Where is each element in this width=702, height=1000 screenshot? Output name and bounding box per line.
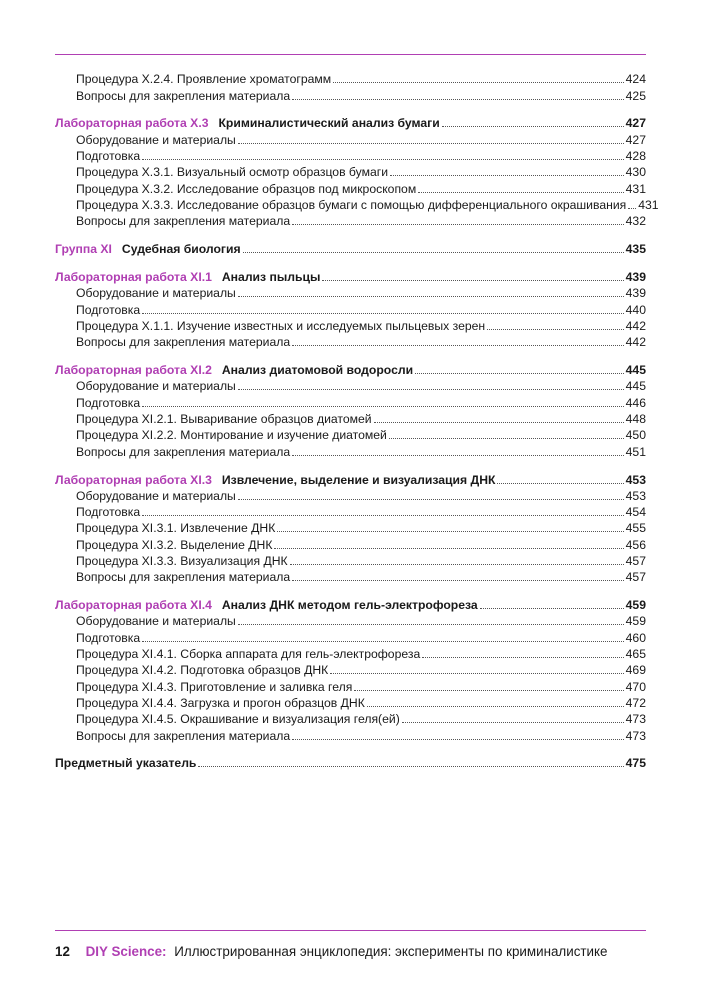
toc-entry xyxy=(55,377,646,393)
toc-entry-page: 470 xyxy=(625,679,646,694)
toc-leader-dots xyxy=(292,455,624,456)
toc-entry-title: Вопросы для закрепления материала xyxy=(76,335,291,350)
toc-heading-entry xyxy=(55,470,646,486)
toc-entry-prefix: Лабораторная работа XI.1 xyxy=(55,270,212,285)
toc-leader-dots xyxy=(274,548,623,549)
toc-entry-title: Процедура XI.3.1. Извлечение ДНК xyxy=(76,521,276,536)
toc-entry xyxy=(55,645,646,661)
toc-entry-page: 475 xyxy=(625,756,646,771)
toc-entry-title: Судебная биология xyxy=(121,242,241,257)
toc-entry-title: Процедура X.2.4. Проявление хроматограмм xyxy=(76,72,332,87)
toc-entry xyxy=(55,677,646,693)
toc-entry-page: 454 xyxy=(625,505,646,520)
toc-entry-prefix: Лабораторная работа X.3 xyxy=(55,116,209,131)
toc-leader-dots xyxy=(290,564,624,565)
toc-leader-dots xyxy=(628,208,636,209)
toc-entry-title: Предметный указатель xyxy=(55,756,197,771)
toc-entry-title: Процедура XI.3.2. Выделение ДНК xyxy=(76,537,273,552)
toc-entry-title: Процедура XI.2.2. Монтирование и изучение диатомей xyxy=(76,428,387,443)
toc-entry xyxy=(55,196,659,212)
toc-leader-dots xyxy=(333,82,624,83)
toc-entry xyxy=(55,487,646,503)
toc-entry-page: 459 xyxy=(625,598,646,613)
toc-entry-page: 424 xyxy=(625,72,646,87)
toc-entry-title: Вопросы для закрепления материала xyxy=(76,214,291,229)
toc-entry-page: 453 xyxy=(625,472,646,487)
toc-entry-page: 459 xyxy=(625,614,646,629)
toc-entry-page: 446 xyxy=(625,395,646,410)
toc-leader-dots xyxy=(497,483,623,484)
toc-entry-page: 442 xyxy=(625,335,646,350)
page-number: 12 xyxy=(55,944,70,959)
toc-leader-dots xyxy=(142,313,624,314)
toc-entry xyxy=(55,426,646,442)
toc-leader-dots xyxy=(292,739,624,740)
toc-leader-dots xyxy=(277,531,623,532)
toc-leader-dots xyxy=(292,580,624,581)
toc-entry-title: Подготовка xyxy=(76,630,141,645)
toc-entry-page: 450 xyxy=(625,428,646,443)
toc-leader-dots xyxy=(402,722,624,723)
toc-entry-title: Подготовка xyxy=(76,149,141,164)
toc-entry-title: Вопросы для закрепления материала xyxy=(76,728,291,743)
toc-leader-dots xyxy=(238,624,624,625)
toc-entry xyxy=(55,284,646,300)
toc-entry-page: 432 xyxy=(625,214,646,229)
toc-entry xyxy=(55,163,646,179)
toc-leader-dots xyxy=(442,126,624,127)
toc-leader-dots xyxy=(292,224,624,225)
toc-entry xyxy=(55,130,646,146)
toc-entry xyxy=(55,535,646,551)
bottom-rule xyxy=(55,930,646,931)
toc-leader-dots xyxy=(238,296,624,297)
toc-heading-entry xyxy=(55,114,646,130)
toc-entry-page: 428 xyxy=(625,149,646,164)
toc-entry xyxy=(55,393,646,409)
toc-entry-page: 455 xyxy=(625,521,646,536)
toc-entry xyxy=(55,503,646,519)
toc-entry-page: 448 xyxy=(625,412,646,427)
toc-entry xyxy=(55,410,646,426)
toc-entry-title: Анализ диатомовой водоросли xyxy=(221,363,414,378)
toc-entry xyxy=(55,212,646,228)
toc-entry xyxy=(55,552,646,568)
toc-entry-title: Подготовка xyxy=(76,505,141,520)
toc-entry xyxy=(55,86,646,102)
toc-leader-dots xyxy=(142,159,624,160)
toc-entry-title: Оборудование и материалы xyxy=(76,132,236,147)
toc-leader-dots xyxy=(390,175,624,176)
toc-leader-dots xyxy=(418,192,623,193)
toc-leader-dots xyxy=(422,657,623,658)
toc-entry-page: 445 xyxy=(625,379,646,394)
toc-entry-title: Вопросы для закрепления материала xyxy=(76,88,291,103)
toc-entry-title: Подготовка xyxy=(76,302,141,317)
toc-entry-title: Анализ ДНК методом гель-электрофореза xyxy=(221,598,478,613)
toc-entry-title: Извлечение, выделение и визуализация ДНК xyxy=(221,472,496,487)
toc-entry-page: 445 xyxy=(625,363,646,378)
footer-book-title: Иллюстрированная энциклопедия: эксперименты по криминалистике xyxy=(174,944,608,959)
toc-leader-dots xyxy=(198,766,623,767)
table-of-contents xyxy=(55,70,659,771)
toc-entry-page: 457 xyxy=(625,553,646,568)
toc-heading-entry xyxy=(55,268,646,284)
toc-entry xyxy=(55,179,646,195)
toc-entry xyxy=(55,694,646,710)
footer-brand: DIY Science: xyxy=(85,944,167,959)
toc-leader-dots xyxy=(142,641,624,642)
toc-heading-entry xyxy=(55,240,646,256)
toc-entry-page: 440 xyxy=(625,302,646,317)
toc-entry-title: Вопросы для закрепления материала xyxy=(76,444,291,459)
toc-leader-dots xyxy=(330,673,623,674)
toc-entry-page: 465 xyxy=(625,647,646,662)
toc-entry xyxy=(55,300,646,316)
toc-entry xyxy=(55,147,646,163)
toc-entry-title: Процедура X.3.2. Исследование образцов под микроскопом xyxy=(76,181,417,196)
toc-entry-title: Процедура XI.4.1. Сборка аппарата для гель-электрофореза xyxy=(76,647,421,662)
toc-entry-page: 435 xyxy=(625,242,646,257)
toc-leader-dots xyxy=(487,329,624,330)
toc-entry-title: Процедура XI.4.2. Подготовка образцов ДНК xyxy=(76,663,329,678)
toc-heading-entry xyxy=(55,596,646,612)
toc-entry-page: 427 xyxy=(625,132,646,147)
toc-entry-page: 456 xyxy=(625,537,646,552)
toc-entry-title: Анализ пыльцы xyxy=(221,270,321,285)
toc-entry-title: Оборудование и материалы xyxy=(76,488,236,503)
toc-entry-title: Процедура XI.4.5. Окрашивание и визуализация геля(ей) xyxy=(76,712,400,727)
toc-entry-title: Процедура X.3.3. Исследование образцов бумаги с помощью дифференциального окрашивания xyxy=(76,197,627,212)
toc-entry xyxy=(55,317,646,333)
toc-entry xyxy=(55,726,646,742)
toc-entry-page: 457 xyxy=(625,570,646,585)
toc-entry-title: Подготовка xyxy=(76,395,141,410)
toc-entry-page: 469 xyxy=(625,663,646,678)
toc-entry-title: Оборудование и материалы xyxy=(76,379,236,394)
toc-leader-dots xyxy=(480,608,624,609)
toc-leader-dots xyxy=(238,389,624,390)
toc-entry xyxy=(55,710,646,726)
toc-entry-page: 453 xyxy=(625,488,646,503)
toc-entry xyxy=(55,568,646,584)
toc-entry-page: 472 xyxy=(625,695,646,710)
top-rule xyxy=(55,54,646,55)
toc-entry xyxy=(55,519,646,535)
toc-leader-dots xyxy=(354,690,623,691)
toc-entry-prefix: Группа XI xyxy=(55,242,112,257)
toc-entry xyxy=(55,612,646,628)
toc-entry-title: Процедура X.3.1. Визуальный осмотр образцов бумаги xyxy=(76,165,389,180)
toc-entry-page: 451 xyxy=(625,444,646,459)
toc-leader-dots xyxy=(142,515,624,516)
toc-entry-title: Процедура X.1.1. Изучение известных и исследуемых пыльцевых зерен xyxy=(76,318,486,333)
toc-entry xyxy=(55,442,646,458)
toc-entry-page: 473 xyxy=(625,712,646,727)
toc-entry-page: 460 xyxy=(625,630,646,645)
toc-entry xyxy=(55,661,646,677)
toc-leader-dots xyxy=(142,406,624,407)
toc-leader-dots xyxy=(367,706,624,707)
toc-entry-prefix: Лабораторная работа XI.3 xyxy=(55,472,212,487)
toc-heading-entry xyxy=(55,361,646,377)
toc-entry-prefix: Лабораторная работа XI.2 xyxy=(55,363,212,378)
toc-leader-dots xyxy=(322,280,623,281)
toc-entry-page: 431 xyxy=(625,181,646,196)
toc-entry-page: 473 xyxy=(625,728,646,743)
toc-entry-page: 427 xyxy=(625,116,646,131)
toc-heading-entry xyxy=(55,754,646,770)
toc-leader-dots xyxy=(415,373,624,374)
toc-entry-page: 430 xyxy=(625,165,646,180)
toc-entry-title: Процедура XI.4.3. Приготовление и заливка геля xyxy=(76,679,353,694)
toc-leader-dots xyxy=(292,99,624,100)
toc-entry-page: 439 xyxy=(625,286,646,301)
toc-entry-title: Оборудование и материалы xyxy=(76,614,236,629)
toc-entry-title: Оборудование и материалы xyxy=(76,286,236,301)
toc-entry xyxy=(55,628,646,644)
toc-entry-page: 439 xyxy=(625,270,646,285)
toc-entry-page: 425 xyxy=(625,88,646,103)
toc-entry-title: Криминалистический анализ бумаги xyxy=(218,116,440,131)
toc-entry xyxy=(55,70,646,86)
toc-entry-title: Вопросы для закрепления материала xyxy=(76,570,291,585)
toc-entry-title: Процедура XI.2.1. Вываривание образцов диатомей xyxy=(76,412,372,427)
toc-leader-dots xyxy=(238,499,624,500)
toc-entry-title: Процедура XI.3.3. Визуализация ДНК xyxy=(76,553,288,568)
toc-leader-dots xyxy=(374,422,624,423)
page-footer xyxy=(55,944,608,959)
toc-entry-prefix: Лабораторная работа XI.4 xyxy=(55,598,212,613)
toc-leader-dots xyxy=(238,143,624,144)
toc-leader-dots xyxy=(292,345,624,346)
toc-entry-title: Процедура XI.4.4. Загрузка и прогон образцов ДНК xyxy=(76,695,365,710)
toc-entry xyxy=(55,333,646,349)
toc-leader-dots xyxy=(243,252,624,253)
toc-entry-page: 431 xyxy=(638,197,659,212)
toc-entry-page: 442 xyxy=(625,318,646,333)
toc-leader-dots xyxy=(389,438,624,439)
